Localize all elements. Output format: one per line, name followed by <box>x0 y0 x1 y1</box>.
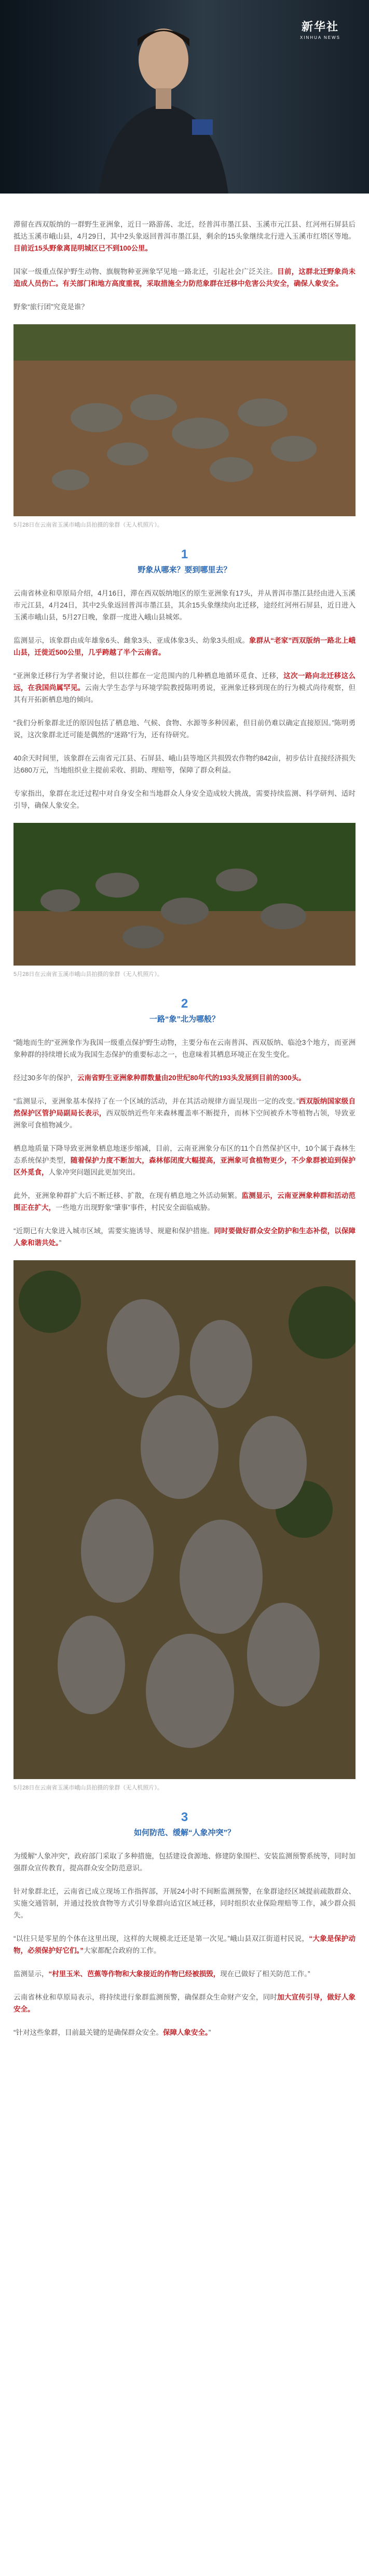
elephant-herd-photo-3 <box>13 1260 356 1779</box>
s3-paragraph-5: 云南省林业和草原局表示，将持续进行象群监测预警，确保群众生命财产安全，同时加大宣传引导，做好人象安全。 <box>13 1993 356 2013</box>
photo-caption-2: 5月28日在云南省玉溪市峨山县拍摄的象群（无人机照片）。 <box>13 971 163 977</box>
s3-paragraph-2: 针对象群北迁，云南省已成立现场工作指挥部，开展24小时不间断监测预警，在象群途经区域提前疏散群众、实施交通管制，并通过投放食物等方式引导象群向适宜区域迁移，同时组织农业保险理赔等工作，减少群众损失。 <box>13 1888 356 1919</box>
paragraph-2: 国家一级重点保护野生动物、旗舰物种亚洲象罕见地一路北迁，引起社会广泛关注。目前，这群北迁野象尚未造成人员伤亡。有关部门和地方高度重视，采取措施全力防范象群在迁移中危害公共安全，确保人象安全。 <box>13 268 356 287</box>
s1-paragraph-5: 40余天时间里，该象群在云南省元江县、石屏县、峨山县等地区共损毁农作物约842亩，初步估计直接经济损失达680万元，当地组织业主提前采收、捐助、理赔等，保障了群众利益。 <box>13 754 356 774</box>
s2-paragraph-1: “随地而生的”亚洲象作为我国一级重点保护野生动物，主要分布在云南普洱、西双版纳、临沧3个地方，而亚洲象种群的持续增长成为我国生态保护的重要标志之一，也意味着其栖息环境正在发生变化。 <box>13 1039 356 1058</box>
s3-paragraph-4: 监测显示，“村里玉米、芭蕉等作物和大象接近的作物已经被损毁，现在已做好了相关防范工作。” <box>13 1970 310 1978</box>
s1-paragraph-2: 监测显示，该象群由成年雄象6头、雌象3头、亚成体象3头、幼象3头组成。象群从“老家”西双版纳一路北上峨山县，迁徙近500公里，几乎跨越了半个云南省。 <box>13 637 356 656</box>
s2-paragraph-5: 此外，亚洲象种群扩大后不断迁移、扩散，在现有栖息地之外活动频繁。监测显示，云南亚洲象种群和活动范围正在扩大，一些地方出现野象“肇事”事件，村民安全面临威胁。 <box>13 1192 356 1211</box>
photo-caption-3: 5月28日在云南省玉溪市峨山县拍摄的象群（无人机照片）。 <box>13 1785 163 1791</box>
s1-paragraph-4: “我们分析象群北迁的原因包括了栖息地、气候、食物、水源等多种因素，但目前仍难以确定直接原因。”陈明勇说，这次象群北迁可能是偶然的“迷路”行为，还有待研究。 <box>13 719 356 739</box>
elephant-herd-photo-2 <box>13 823 356 966</box>
s2-paragraph-3: “监测显示，亚洲象基本保持了在一个区域的活动，并在其活动规律方面呈现出一定的改变。”西双版纳国家级自然保护区管护局副局长表示，西双版纳近些年来森林覆盖率不断提升，而林下空间被乔木等植物占领，导致亚洲象可食植物减少。 <box>13 1097 356 1129</box>
xinhua-logo: 新华社 XINHUA NEWS <box>299 20 340 40</box>
section-heading-1: 1 野象从哪来？要到哪里去？ <box>138 547 231 574</box>
s3-paragraph-1: 为缓解“人象冲突”，政府部门采取了多种措施，包括建设食源地、修建防象围栏、安装监测预警系统等，同时加强群众宣传教育，提高群众安全防范意识。 <box>13 1852 356 1872</box>
photo-caption-1: 5月28日在云南省玉溪市峨山县拍摄的象群（无人机照片）。 <box>13 522 163 528</box>
s1-paragraph-3: “亚洲象迁移行为学者聚讨论，但以往都在一定范围内的几种栖息地循环觅食、迁移，这次一路向北迁移这么远，在我国尚属罕见。云南大学生态学与环境学院教授陈明勇说，亚洲象迁移到现在的行为模式尚待观察，但其有开拓新栖息地的倾向。 <box>13 672 356 704</box>
section-heading-3: 3 如何防范、缓解“人象冲突”？ <box>133 1810 235 1837</box>
paragraph-3: 野象“旅行团”究竟是谁？ <box>13 303 88 311</box>
s2-paragraph-2: 经过30多年的保护，云南省野生亚洲象种群数量由20世纪80年代的193头发展到目前的300头。 <box>13 1074 306 1082</box>
s2-paragraph-6: “近期已有大象进入城市区域，需要实施诱导、规避和保护措施。同时要做好群众安全防护和生态补偿，以保障人象和谐共处。” <box>13 1227 356 1247</box>
s3-paragraph-3: “以往只是零星的个体在这里出现，这样的大规模北迁还是第一次见。”峨山县双江街道村民说，“大象是保护动物，必须保护好它们。”大家都配合政府的工作。 <box>13 1935 356 1954</box>
s1-paragraph-6: 专家指出，象群在北迁过程中对自身安全和当地群众人身安全造成较大挑战，需要持续监测、科学研判、适时引导，确保人象安全。 <box>13 790 356 809</box>
officer-photo <box>78 10 249 194</box>
elephant-herd-photo-1 <box>13 324 356 516</box>
s1-paragraph-1: 云南省林业和草原局介绍，4月16日，滞在西双版纳地区的原生亚洲象有17头，并从普洱市墨江县经由进入玉溪市元江县，4月24日，其中2头象返回普洱市墨江县，其余15头象继续向北迁移，途经红河州石屏县，近日进入玉溪市峨山县，5月27日晚，象群一度进入峨山县城郊。 <box>13 589 356 621</box>
s3-paragraph-6: “针对这些象群，目前最关键的是确保群众安全。保障人象安全。” <box>13 2029 211 2036</box>
section-heading-2: 2 一路“象”北为哪般？ <box>149 997 220 1024</box>
intro-paragraph: 滞留在西双版纳的一群野生亚洲象，近日一路游荡、北迁，经普洱市墨江县、玉溪市元江县、红河州石屏县后抵达玉溪市峨山县，4月29日，其中2头象返回普洱市墨江县，剩余的15头象继续北行进入玉溪市红塔区等地。目前近15头野象离昆明城区已不到100公里。 <box>13 221 356 252</box>
s2-paragraph-4: 栖息地质量下降导致亚洲象栖息地逐步缩减，目前，云南亚洲象分布区的11个自然保护区中，10个属于森林生态系统保护类型，随着保护力度不断加大，森林郁闭度大幅提高，亚洲象可食植物更少，不少象群被迫到保护区外觅食，人象冲突问题因此更加突出。 <box>13 1145 356 1176</box>
hero-image <box>0 0 369 194</box>
